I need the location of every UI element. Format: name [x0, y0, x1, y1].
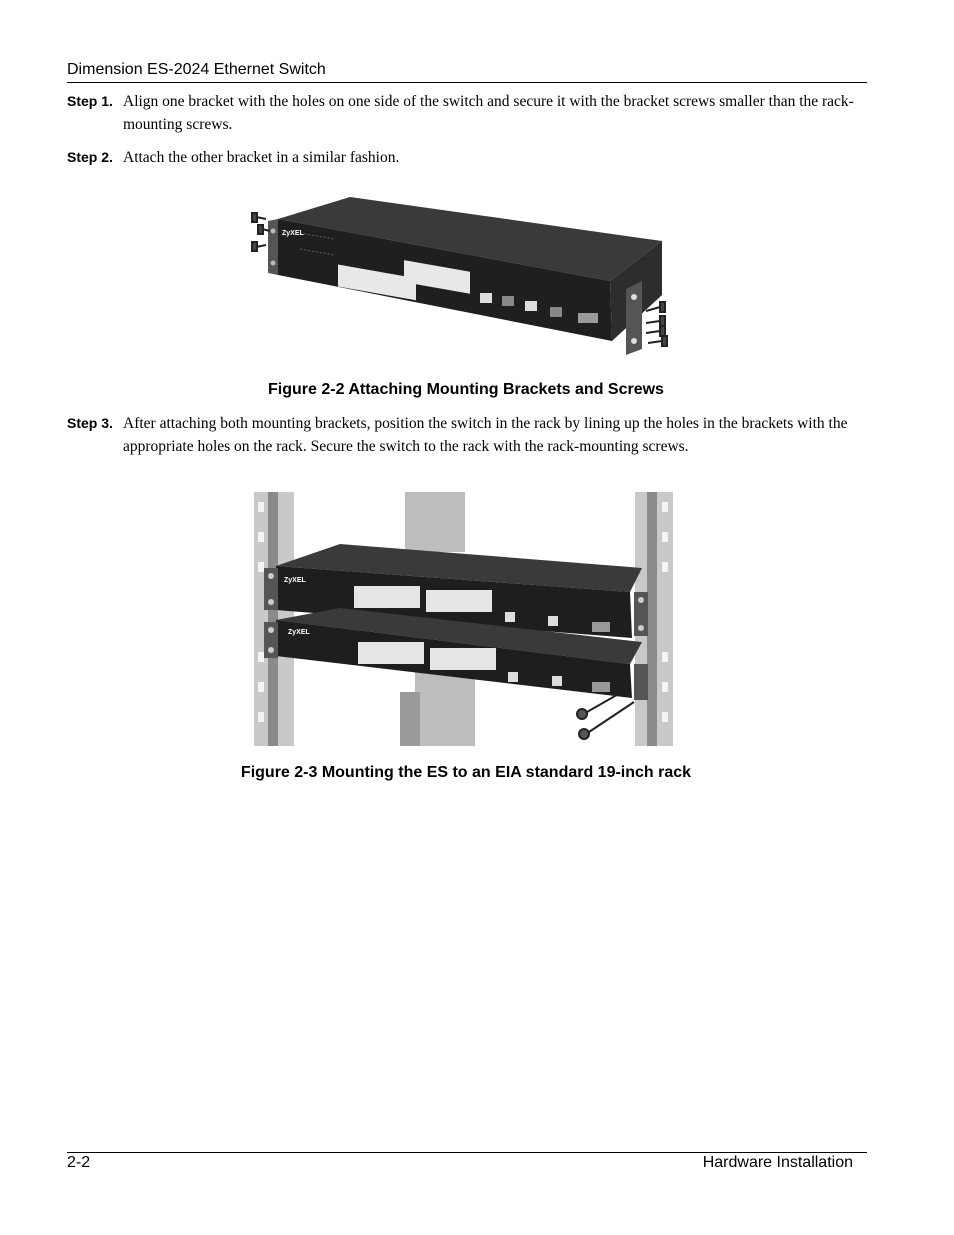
brand-logo: ZyXEL: [284, 577, 306, 584]
brand-logo: ZyXEL: [288, 629, 310, 636]
figure-caption: Figure 2-2 Attaching Mounting Brackets and Screws: [268, 381, 664, 398]
figure-brackets-image: [250, 193, 670, 358]
figure-rack-image: [250, 492, 675, 746]
figure-caption: Figure 2-3 Mounting the ES to an EIA standard 19-inch rack: [240, 764, 692, 781]
footer-divider: [67, 1152, 867, 1153]
step-2: [67, 146, 857, 169]
section-name: Hardware Installation: [702, 1154, 853, 1171]
step-label: Step 2.: [67, 149, 113, 165]
page-header-title: Dimension ES-2024 Ethernet Switch: [67, 61, 326, 78]
step-text: Align one bracket with the holes on one side of the switch and secure it with the bracket screws smaller than the rack-mounting screws.: [123, 93, 854, 133]
page-number: 2-2: [67, 1154, 91, 1171]
step-text: Attach the other bracket in a similar fashion.: [123, 149, 400, 166]
step-text: After attaching both mounting brackets, position the switch in the rack by lining up the holes in the brackets with the appropriate holes on the rack. Secure the switch to the rack with the rack-mounting screws.: [123, 415, 848, 455]
brand-logo: ZyXEL: [282, 230, 304, 237]
step-label: Step 3.: [67, 415, 113, 431]
step-3: [67, 412, 857, 458]
step-label: Step 1.: [67, 93, 113, 109]
header-divider: [67, 82, 867, 83]
step-1: [67, 90, 857, 136]
